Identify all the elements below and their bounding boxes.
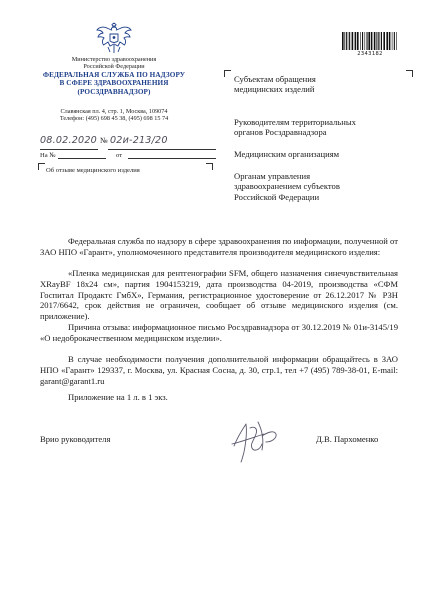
addressee-line: здравоохранением субъектов (234, 181, 340, 192)
reply-date-label: от (116, 152, 123, 159)
number-sign-label: № (100, 136, 108, 145)
reply-to-row (40, 150, 216, 160)
body-paragraph-intro: Федеральная служба по надзору в сфере здравоохранения по информации, полученной от ЗАО НПО «Гарант», уполномоченного представителя производителя медицинского изделия: (40, 236, 398, 257)
addressee-medical-organizations (234, 149, 412, 159)
barcode-bar (352, 32, 354, 50)
barcode-bar (357, 32, 359, 50)
barcode-number: 2343182 (357, 51, 383, 57)
barcode-bar (378, 32, 379, 50)
barcode-bar (396, 32, 397, 50)
ministry-line: Министерство здравоохранения (71, 56, 157, 63)
barcode-bar (394, 32, 395, 50)
addressee-line: Российской Федерации (234, 191, 320, 202)
barcode-bar (374, 32, 376, 50)
barcode-bar (386, 32, 388, 50)
agency-address (20, 108, 208, 123)
barcode-bar (344, 32, 345, 50)
outgoing-date-number-row (40, 134, 216, 150)
barcode-bar (342, 32, 344, 50)
addressee-territorial-heads (234, 117, 412, 138)
barcode-bar (348, 32, 349, 50)
letter-subject: Об отзыве медицинского изделия (46, 167, 140, 174)
address-line: Славянская пл. 4, стр. 1, Москва, 109074 (60, 108, 168, 115)
agency-line: В СФЕРЕ ЗДРАВООХРАНЕНИЯ (59, 79, 169, 88)
barcode-bar (380, 32, 381, 50)
barcode-bar (349, 32, 350, 50)
signatory-name: Д.В. Пархоменко (316, 434, 379, 444)
addressee-health-authorities (234, 171, 412, 202)
body-paragraph-product: «Пленка медицинская для рентгенографии SFM, общего назначения синечувствительная XRayBF 18х24 см», партия 1904153219, дата производства 04-2019, производства «СФМ Госпитал Продактс ГмбХ», Германия, регистрационное удостоверение от 26.12.2017 № РЗН 2017/6642, срок действия не ограничен, сообщает об отзыве медицинского изделия (см. приложение). (40, 268, 398, 322)
agency-name (20, 71, 208, 96)
barcode-bar (362, 32, 363, 50)
body-paragraph-attachment: Приложение на 1 л. в 1 экз. (68, 392, 168, 402)
addressee-line: медицинских изделий (234, 84, 315, 95)
agency-line: (РОСЗДРАВНАДЗОР) (77, 87, 151, 96)
handwritten-signature-icon (224, 416, 280, 464)
barcode-bar (355, 32, 357, 50)
reply-number-label: На № (40, 152, 56, 159)
barcode-bar (360, 32, 361, 50)
barcode-bar (392, 32, 393, 50)
handwritten-date: 08.02.2020 (40, 135, 97, 146)
barcode-bar (389, 32, 391, 50)
ministry-name (20, 56, 208, 71)
addressee-subjects (234, 74, 412, 95)
barcode-bar (383, 32, 385, 50)
addressee-corner-left (224, 70, 231, 77)
subject-corner-left (38, 163, 45, 170)
ministry-line: Российской Федерации (83, 63, 145, 71)
reply-date-underline (128, 158, 216, 159)
addressee-line: Руководителям территориальных (234, 117, 356, 127)
barcode-bar (381, 32, 382, 50)
reply-number-underline (58, 158, 106, 159)
barcode-bar (367, 32, 368, 50)
body-paragraph-contact: В случае необходимости получения дополнительной информации обращайтесь в ЗАО НПО «Гарант» 129337, г. Москва, ул. Красная Сосна, д. 30, стр.1, тел +7 (495) 789-38-01, E-mail: garant@garant1.ru (40, 354, 398, 386)
addressee-line: органов Росздравнадзора (234, 127, 327, 138)
addressee-line: Медицинским организациям (234, 149, 340, 159)
double-headed-eagle-emblem-icon (92, 22, 136, 56)
barcode-bar (376, 32, 377, 50)
signatory-title: Врио руководителя (40, 434, 111, 444)
addressee-line: Органам управления (234, 171, 311, 181)
body-paragraph-reason: Причина отзыва: информационное письмо Росздравнадзора от 30.12.2019 № 01и-3145/19 «О недоброкачественном медицинском изделии». (40, 322, 398, 343)
subject-corner-right (206, 163, 213, 170)
barcode-bar (368, 32, 370, 50)
barcode-bar (346, 32, 347, 50)
addressee-line: Субъектам обращения (234, 74, 316, 84)
barcode-bar (371, 32, 373, 50)
address-line: Телефон: (495) 698 45 38, (495) 698 15 74 (59, 115, 169, 123)
agency-line: ФЕДЕРАЛЬНАЯ СЛУЖБА ПО НАДЗОРУ (42, 71, 186, 79)
handwritten-number: 02и-213/20 (110, 135, 168, 146)
barcode-icon (342, 32, 398, 50)
barcode-bar (365, 32, 366, 50)
